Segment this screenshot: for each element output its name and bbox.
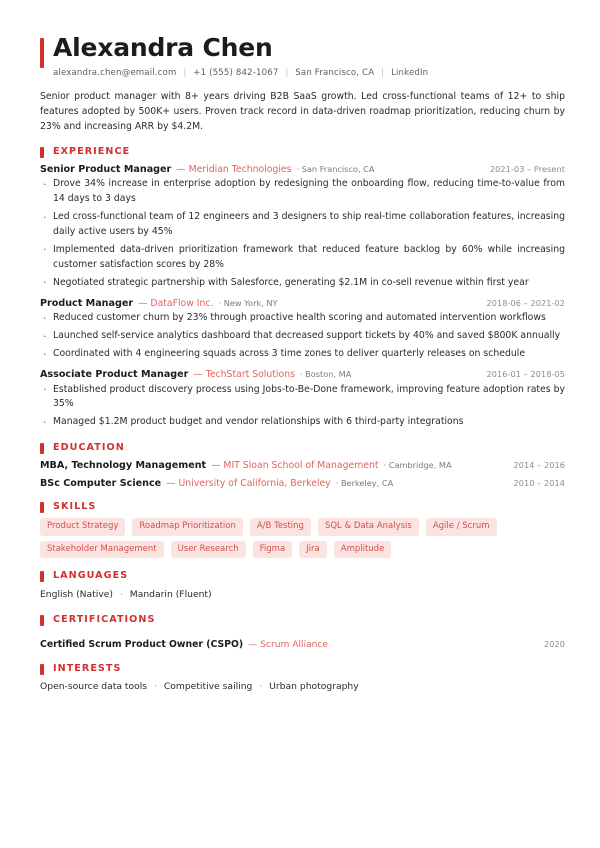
list-item: · Reduced customer churn by 23% through proactive health scoring and automated intervention workflows: [40, 311, 565, 326]
experience-entry: [40, 298, 565, 363]
list-item: · Led cross-functional team of 12 engineers and 3 designers to ship real-time collaboration features, increasing daily active users by 45%: [40, 210, 565, 239]
professional-summary: Senior product manager with 8+ years driving B2B SaaS growth. Led cross-functional teams of 12+ to ship features adopted by 500K+ users. Proven track record in data-driven roadmap prioritization, reducing churn by 23% and increasing ARR by $4.2M.: [40, 91, 565, 133]
dash-separator: —: [193, 369, 203, 381]
skill-pill: Jira: [299, 541, 327, 558]
dash-separator: —: [166, 477, 176, 489]
section-education: [40, 443, 565, 489]
achievement-list: [40, 383, 565, 431]
section-header-education: [40, 443, 565, 454]
section-languages: [40, 571, 565, 602]
language-item: Mandarin (Fluent): [129, 588, 212, 600]
skill-pill: SQL & Data Analysis: [318, 518, 419, 535]
dash-separator: —: [176, 163, 186, 175]
education-entry: [40, 460, 565, 471]
school-name: [206, 460, 378, 471]
section-title: SKILLS: [53, 500, 97, 512]
company-label: TechStart Solutions: [205, 369, 295, 381]
company-label: Meridian Technologies: [188, 163, 292, 175]
section-header-languages: [40, 571, 565, 582]
certification-issuer: [243, 640, 328, 650]
entry-header: [40, 460, 565, 471]
job-dates: 2016-01 – 2018-05: [486, 369, 565, 380]
section-certifications: [40, 615, 565, 651]
school-location: · Cambridge, MA: [383, 459, 452, 470]
section-title: EXPERIENCE: [53, 146, 131, 158]
contact-separator: |: [285, 68, 289, 78]
list-separator: ·: [119, 588, 123, 600]
experience-entry: [40, 164, 565, 291]
page-title: Alexandra Chen: [53, 33, 273, 62]
list-item: · Coordinated with 4 engineering squads across 3 time zones to deliver quarterly releases on schedule: [40, 347, 565, 362]
interest-item: Open-source data tools: [40, 681, 148, 693]
entry-header: [40, 298, 565, 309]
skill-pill: A/B Testing: [250, 518, 311, 535]
experience-entry: [40, 369, 565, 430]
language-list: [40, 588, 565, 602]
contact-separator: |: [381, 68, 385, 78]
achievement-list: [40, 177, 565, 290]
entry-headline: [40, 298, 278, 309]
contact-location: San Francisco, CA: [295, 68, 375, 78]
entry-headline: [40, 369, 351, 380]
skill-pill-list: [40, 518, 565, 558]
list-separator: ·: [154, 681, 157, 693]
company-name: [188, 369, 295, 380]
education-dates: 2014 – 2016: [513, 459, 565, 470]
name-accent-bar: [40, 38, 44, 68]
job-location: · New York, NY: [218, 297, 278, 308]
section-accent-bar: [40, 443, 44, 454]
skill-pill: Amplitude: [334, 541, 392, 558]
section-header-skills: [40, 502, 565, 513]
section-header-experience: [40, 147, 565, 158]
section-title: CERTIFICATIONS: [53, 613, 156, 625]
section-skills: [40, 502, 565, 559]
section-interests: [40, 664, 565, 695]
section-header-interests: [40, 664, 565, 675]
school-name: [161, 478, 331, 489]
job-title: Associate Product Manager: [40, 369, 189, 381]
language-item: English (Native): [40, 588, 114, 600]
entry-header: [40, 164, 565, 175]
list-item: · Launched self-service analytics dashboard that decreased support tickets by 40% and saved $800K annually: [40, 329, 565, 344]
interest-list: [40, 680, 565, 694]
job-location: · Boston, MA: [299, 369, 352, 380]
list-item: · Established product discovery process using Jobs-to-Be-Done framework, improving feature adoption rates by 35%: [40, 383, 565, 412]
school-location: · Berkeley, CA: [335, 477, 394, 488]
section-accent-bar: [40, 664, 44, 675]
entry-header: [40, 369, 565, 380]
school-label: University of California, Berkeley: [178, 477, 331, 489]
section-accent-bar: [40, 147, 44, 158]
skill-pill: Stakeholder Management: [40, 541, 164, 558]
contact-linkedin-link[interactable]: LinkedIn: [391, 68, 429, 78]
achievement-list: [40, 311, 565, 362]
contact-separator: |: [183, 68, 187, 78]
section-title: LANGUAGES: [53, 570, 129, 582]
certification-headline: [40, 632, 328, 651]
contact-phone[interactable]: +1 (555) 842-1067: [193, 68, 279, 78]
section-title: INTERESTS: [53, 662, 122, 674]
degree-title: MBA, Technology Management: [40, 459, 207, 471]
entry-headline: [40, 478, 393, 489]
contact-line: [53, 68, 565, 78]
skill-pill: Roadmap Prioritization: [132, 518, 242, 535]
interest-item: Competitive sailing: [163, 681, 253, 693]
job-dates: 2021-03 – Present: [489, 163, 565, 174]
dash-separator: —: [248, 639, 258, 650]
degree-title: BSc Computer Science: [40, 477, 162, 489]
company-name: [171, 164, 291, 175]
entry-header: [40, 478, 565, 489]
list-item: · Implemented data-driven prioritization framework that reduced feature backlog by 60% while increasing customer satisfaction scores by 28%: [40, 243, 565, 272]
section-title: EDUCATION: [53, 442, 125, 454]
skill-pill: Agile / Scrum: [426, 518, 497, 535]
dash-separator: —: [211, 459, 221, 471]
company-label: DataFlow Inc.: [150, 297, 214, 309]
section-accent-bar: [40, 571, 44, 582]
skill-pill: Figma: [253, 541, 293, 558]
job-title: Senior Product Manager: [40, 163, 172, 175]
job-dates: 2018-06 – 2021-02: [486, 297, 565, 308]
certification-date: 2020: [544, 638, 565, 649]
contact-email[interactable]: alexandra.chen@email.com: [53, 68, 177, 78]
job-title: Product Manager: [40, 297, 134, 309]
section-accent-bar: [40, 502, 44, 513]
entry-headline: [40, 164, 374, 175]
certification-issuer-label: Scrum Alliance: [260, 639, 329, 650]
list-item: · Managed $1.2M product budget and vendor relationships with 6 third-party integrations: [40, 415, 565, 430]
education-dates: 2010 – 2014: [513, 477, 565, 488]
job-location: · San Francisco, CA: [296, 163, 375, 174]
skill-pill: User Research: [171, 541, 246, 558]
section-header-certifications: [40, 615, 565, 626]
list-item: · Negotiated strategic partnership with Salesforce, generating $2.1M in co-sell revenue within first year: [40, 276, 565, 291]
certification-name: Certified Scrum Product Owner (CSPO): [40, 638, 244, 650]
education-entry: [40, 478, 565, 489]
skill-pill: Product Strategy: [40, 518, 125, 535]
list-item: · Drove 34% increase in enterprise adoption by redesigning the onboarding flow, reducing time-to-value from 14 days to 3 days: [40, 177, 565, 206]
school-label: MIT Sloan School of Management: [223, 459, 379, 471]
entry-headline: [40, 460, 452, 471]
list-separator: ·: [259, 681, 263, 693]
section-experience: [40, 147, 565, 430]
certification-entry: [40, 632, 565, 651]
section-accent-bar: [40, 615, 44, 626]
company-name: [133, 298, 213, 309]
interest-item: Urban photography: [269, 681, 359, 693]
resume-header: [40, 34, 565, 78]
dash-separator: —: [138, 297, 148, 309]
